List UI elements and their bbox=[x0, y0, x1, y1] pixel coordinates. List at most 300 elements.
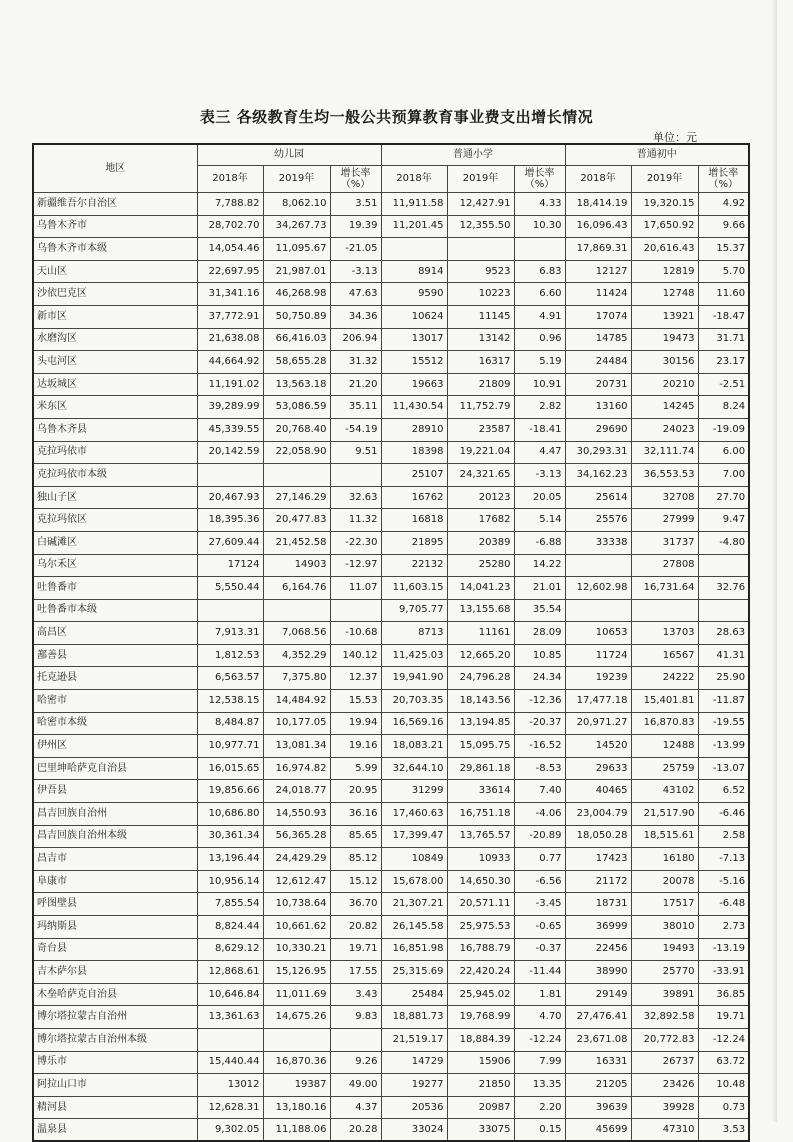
region-cell: 吐鲁番市 bbox=[33, 577, 197, 600]
value-cell: 16,751.18 bbox=[447, 803, 514, 826]
year-2018-header: 2018年 bbox=[381, 166, 447, 193]
value-cell: 30156 bbox=[631, 351, 698, 374]
value-cell: 10,330.21 bbox=[263, 938, 330, 961]
value-cell: 9.51 bbox=[330, 441, 381, 464]
value-cell: 22132 bbox=[381, 554, 447, 577]
value-cell: 7,788.82 bbox=[197, 193, 263, 216]
value-cell: 5.70 bbox=[698, 260, 749, 283]
value-cell: -16.52 bbox=[514, 735, 565, 758]
value-cell: 12127 bbox=[565, 260, 631, 283]
value-cell: 21809 bbox=[447, 373, 514, 396]
value-cell: 19.94 bbox=[330, 712, 381, 735]
value-cell: 11,011.69 bbox=[263, 983, 330, 1006]
growth-rate-header: 增长率（%） bbox=[514, 166, 565, 193]
value-cell: 10,738.64 bbox=[263, 893, 330, 916]
value-cell: 24,018.77 bbox=[263, 780, 330, 803]
region-cell: 乌鲁木齐市本级 bbox=[33, 238, 197, 261]
value-cell: 32,111.74 bbox=[631, 441, 698, 464]
value-cell: 19,320.15 bbox=[631, 193, 698, 216]
value-cell: 14.22 bbox=[514, 554, 565, 577]
value-cell: -7.13 bbox=[698, 848, 749, 871]
region-cell: 白碱滩区 bbox=[33, 531, 197, 554]
value-cell: 27808 bbox=[631, 554, 698, 577]
value-cell: -3.45 bbox=[514, 893, 565, 916]
growth-rate-header: 增长率（%） bbox=[698, 166, 749, 193]
value-cell: 19,221.04 bbox=[447, 441, 514, 464]
value-cell: 21.20 bbox=[330, 373, 381, 396]
value-cell: 33338 bbox=[565, 531, 631, 554]
value-cell: 20731 bbox=[565, 373, 631, 396]
value-cell: 20,467.93 bbox=[197, 486, 263, 509]
value-cell: 20987 bbox=[447, 1096, 514, 1119]
value-cell: 10,177.05 bbox=[263, 712, 330, 735]
value-cell: 14903 bbox=[263, 554, 330, 577]
table-row bbox=[33, 464, 749, 487]
value-cell: 7,913.31 bbox=[197, 622, 263, 645]
value-cell: -13.99 bbox=[698, 735, 749, 758]
value-cell: 21850 bbox=[447, 1074, 514, 1097]
value-cell: 26,145.58 bbox=[381, 916, 447, 939]
value-cell: 20.82 bbox=[330, 916, 381, 939]
value-cell: 58,655.28 bbox=[263, 351, 330, 374]
value-cell: 53,086.59 bbox=[263, 396, 330, 419]
region-cell: 托克逊县 bbox=[33, 667, 197, 690]
value-cell: 19.16 bbox=[330, 735, 381, 758]
table-row bbox=[33, 509, 749, 532]
value-cell: 13,194.85 bbox=[447, 712, 514, 735]
value-cell: 18,515.61 bbox=[631, 825, 698, 848]
value-cell: 3.43 bbox=[330, 983, 381, 1006]
region-cell: 克拉玛依市 bbox=[33, 441, 197, 464]
value-cell: 30,361.34 bbox=[197, 825, 263, 848]
table-title: 表三 各级教育生均一般公共预算教育事业费支出增长情况 bbox=[199, 108, 594, 126]
value-cell: 23.17 bbox=[698, 351, 749, 374]
region-cell: 乌鲁木齐县 bbox=[33, 418, 197, 441]
value-cell: -11.44 bbox=[514, 961, 565, 984]
value-cell: 7,375.80 bbox=[263, 667, 330, 690]
value-cell: 4.37 bbox=[330, 1096, 381, 1119]
region-cell: 头屯河区 bbox=[33, 351, 197, 374]
value-cell: 9590 bbox=[381, 283, 447, 306]
table-row bbox=[33, 780, 749, 803]
value-cell: 14520 bbox=[565, 735, 631, 758]
value-cell: -13.07 bbox=[698, 757, 749, 780]
value-cell: 4.92 bbox=[698, 193, 749, 216]
table-row bbox=[33, 599, 749, 622]
value-cell: 2.82 bbox=[514, 396, 565, 419]
value-cell: 1.81 bbox=[514, 983, 565, 1006]
value-cell: 7.40 bbox=[514, 780, 565, 803]
value-cell: -12.36 bbox=[514, 690, 565, 713]
value-cell: 5.19 bbox=[514, 351, 565, 374]
region-cell: 沙依巴克区 bbox=[33, 283, 197, 306]
value-cell: 11145 bbox=[447, 305, 514, 328]
value-cell: 9.26 bbox=[330, 1051, 381, 1074]
value-cell: 11724 bbox=[565, 644, 631, 667]
region-cell: 克拉玛依区 bbox=[33, 509, 197, 532]
value-cell: 14,675.26 bbox=[263, 1006, 330, 1029]
value-cell: 6.52 bbox=[698, 780, 749, 803]
region-header: 地区 bbox=[33, 144, 197, 193]
value-cell: 13142 bbox=[447, 328, 514, 351]
value-cell: 33075 bbox=[447, 1119, 514, 1142]
year-2018-header: 2018年 bbox=[197, 166, 263, 193]
value-cell: 24023 bbox=[631, 418, 698, 441]
value-cell: 12,355.50 bbox=[447, 215, 514, 238]
value-cell: 17074 bbox=[565, 305, 631, 328]
value-cell: 31,341.16 bbox=[197, 283, 263, 306]
value-cell: 18,050.28 bbox=[565, 825, 631, 848]
value-cell: 10.85 bbox=[514, 644, 565, 667]
value-cell: 19239 bbox=[565, 667, 631, 690]
value-cell: 16317 bbox=[447, 351, 514, 374]
table-row bbox=[33, 803, 749, 826]
table-row bbox=[33, 373, 749, 396]
value-cell: 56,365.28 bbox=[263, 825, 330, 848]
value-cell: 25576 bbox=[565, 509, 631, 532]
value-cell: 18731 bbox=[565, 893, 631, 916]
table-row bbox=[33, 848, 749, 871]
value-cell: 24,796.28 bbox=[447, 667, 514, 690]
value-cell: 13,081.34 bbox=[263, 735, 330, 758]
value-cell: 9.66 bbox=[698, 215, 749, 238]
value-cell: 25484 bbox=[381, 983, 447, 1006]
value-cell: 15512 bbox=[381, 351, 447, 374]
table-row bbox=[33, 531, 749, 554]
value-cell: 24484 bbox=[565, 351, 631, 374]
table-row bbox=[33, 916, 749, 939]
value-cell: 8,824.44 bbox=[197, 916, 263, 939]
table-row bbox=[33, 1006, 749, 1029]
value-cell: 3.53 bbox=[698, 1119, 749, 1142]
value-cell: 29633 bbox=[565, 757, 631, 780]
value-cell: 13,180.16 bbox=[263, 1096, 330, 1119]
value-cell: 36999 bbox=[565, 916, 631, 939]
value-cell: 10849 bbox=[381, 848, 447, 871]
value-cell: 32.63 bbox=[330, 486, 381, 509]
value-cell: 17,650.92 bbox=[631, 215, 698, 238]
value-cell: 23587 bbox=[447, 418, 514, 441]
value-cell: 10,646.84 bbox=[197, 983, 263, 1006]
value-cell bbox=[197, 599, 263, 622]
value-cell: 17682 bbox=[447, 509, 514, 532]
unit-label: 单位：元 bbox=[653, 131, 697, 144]
value-cell: 15.53 bbox=[330, 690, 381, 713]
value-cell: 8.24 bbox=[698, 396, 749, 419]
value-cell: 37,772.91 bbox=[197, 305, 263, 328]
value-cell: 16,870.83 bbox=[631, 712, 698, 735]
value-cell: 12,628.31 bbox=[197, 1096, 263, 1119]
region-cell: 伊吾县 bbox=[33, 780, 197, 803]
value-cell bbox=[263, 464, 330, 487]
value-cell: 29,861.18 bbox=[447, 757, 514, 780]
table-row bbox=[33, 644, 749, 667]
table-row bbox=[33, 486, 749, 509]
value-cell: 12,427.91 bbox=[447, 193, 514, 216]
region-cell: 阿拉山口市 bbox=[33, 1074, 197, 1097]
value-cell: 85.65 bbox=[330, 825, 381, 848]
table-row bbox=[33, 1074, 749, 1097]
value-cell: 39639 bbox=[565, 1096, 631, 1119]
value-cell: 17,460.63 bbox=[381, 803, 447, 826]
value-cell: -12.24 bbox=[514, 1028, 565, 1051]
value-cell: 15.12 bbox=[330, 870, 381, 893]
kindergarten-header: 幼儿园 bbox=[197, 144, 381, 166]
region-cell: 阜康市 bbox=[33, 870, 197, 893]
value-cell: -0.65 bbox=[514, 916, 565, 939]
table-row bbox=[33, 396, 749, 419]
value-cell: -54.19 bbox=[330, 418, 381, 441]
value-cell bbox=[381, 238, 447, 261]
value-cell: 20,142.59 bbox=[197, 441, 263, 464]
value-cell: 4.33 bbox=[514, 193, 565, 216]
value-cell: 17517 bbox=[631, 893, 698, 916]
region-cell: 天山区 bbox=[33, 260, 197, 283]
value-cell: 31299 bbox=[381, 780, 447, 803]
value-cell: 4,352.29 bbox=[263, 644, 330, 667]
value-cell: 20389 bbox=[447, 531, 514, 554]
value-cell: 17,869.31 bbox=[565, 238, 631, 261]
table-row bbox=[33, 938, 749, 961]
value-cell: 14,054.46 bbox=[197, 238, 263, 261]
value-cell: 47.63 bbox=[330, 283, 381, 306]
value-cell: 15,401.81 bbox=[631, 690, 698, 713]
value-cell: 8,484.87 bbox=[197, 712, 263, 735]
table-row bbox=[33, 351, 749, 374]
region-cell: 呼图壁县 bbox=[33, 893, 197, 916]
value-cell: 33614 bbox=[447, 780, 514, 803]
value-cell: 5.99 bbox=[330, 757, 381, 780]
value-cell: 206.94 bbox=[330, 328, 381, 351]
value-cell: 19277 bbox=[381, 1074, 447, 1097]
value-cell: 36,553.53 bbox=[631, 464, 698, 487]
value-cell: 28.63 bbox=[698, 622, 749, 645]
value-cell: 20,477.83 bbox=[263, 509, 330, 532]
value-cell: 2.20 bbox=[514, 1096, 565, 1119]
value-cell: -19.09 bbox=[698, 418, 749, 441]
value-cell: 18,395.36 bbox=[197, 509, 263, 532]
value-cell: 10.48 bbox=[698, 1074, 749, 1097]
value-cell: 34,267.73 bbox=[263, 215, 330, 238]
table-row bbox=[33, 735, 749, 758]
year-2019-header: 2019年 bbox=[263, 166, 330, 193]
value-cell: 8914 bbox=[381, 260, 447, 283]
value-cell: 13160 bbox=[565, 396, 631, 419]
page-edge-shadow bbox=[771, 0, 777, 1122]
value-cell: 21,517.90 bbox=[631, 803, 698, 826]
value-cell bbox=[447, 238, 514, 261]
expenditure-table bbox=[32, 143, 750, 1142]
value-cell: 10653 bbox=[565, 622, 631, 645]
value-cell: 21,519.17 bbox=[381, 1028, 447, 1051]
value-cell: -22.30 bbox=[330, 531, 381, 554]
value-cell: 19,856.66 bbox=[197, 780, 263, 803]
value-cell: 43102 bbox=[631, 780, 698, 803]
value-cell: 34.36 bbox=[330, 305, 381, 328]
region-cell: 温泉县 bbox=[33, 1119, 197, 1142]
value-cell: -6.48 bbox=[698, 893, 749, 916]
value-cell: 31.71 bbox=[698, 328, 749, 351]
value-cell: 11424 bbox=[565, 283, 631, 306]
value-cell: 45699 bbox=[565, 1119, 631, 1142]
value-cell: 13703 bbox=[631, 622, 698, 645]
table-row bbox=[33, 870, 749, 893]
value-cell: 10933 bbox=[447, 848, 514, 871]
region-cell: 伊州区 bbox=[33, 735, 197, 758]
value-cell: -0.37 bbox=[514, 938, 565, 961]
value-cell: 6.60 bbox=[514, 283, 565, 306]
value-cell: 10,956.14 bbox=[197, 870, 263, 893]
value-cell: 46,268.98 bbox=[263, 283, 330, 306]
value-cell: 63.72 bbox=[698, 1051, 749, 1074]
table-row bbox=[33, 215, 749, 238]
value-cell: 13921 bbox=[631, 305, 698, 328]
value-cell: 4.91 bbox=[514, 305, 565, 328]
value-cell: -5.16 bbox=[698, 870, 749, 893]
value-cell: 18,414.19 bbox=[565, 193, 631, 216]
value-cell: 40465 bbox=[565, 780, 631, 803]
value-cell: 6,164.76 bbox=[263, 577, 330, 600]
region-cell: 高昌区 bbox=[33, 622, 197, 645]
value-cell: 31.32 bbox=[330, 351, 381, 374]
value-cell: 10.30 bbox=[514, 215, 565, 238]
value-cell: 140.12 bbox=[330, 644, 381, 667]
value-cell: 16,569.16 bbox=[381, 712, 447, 735]
value-cell: -13.19 bbox=[698, 938, 749, 961]
value-cell: 20,616.43 bbox=[631, 238, 698, 261]
value-cell: 19.71 bbox=[698, 1006, 749, 1029]
value-cell: 12,602.98 bbox=[565, 577, 631, 600]
table-row bbox=[33, 893, 749, 916]
value-cell: 7.99 bbox=[514, 1051, 565, 1074]
value-cell: 41.31 bbox=[698, 644, 749, 667]
value-cell: 50,750.89 bbox=[263, 305, 330, 328]
value-cell: 25.90 bbox=[698, 667, 749, 690]
value-cell: -6.56 bbox=[514, 870, 565, 893]
value-cell: 18,083.21 bbox=[381, 735, 447, 758]
value-cell: 19387 bbox=[263, 1074, 330, 1097]
region-cell: 哈密市本级 bbox=[33, 712, 197, 735]
value-cell: -19.55 bbox=[698, 712, 749, 735]
value-cell: 27.70 bbox=[698, 486, 749, 509]
value-cell: 23426 bbox=[631, 1074, 698, 1097]
value-cell: 12,538.15 bbox=[197, 690, 263, 713]
region-cell: 昌吉市 bbox=[33, 848, 197, 871]
value-cell: 2.58 bbox=[698, 825, 749, 848]
region-cell: 博乐市 bbox=[33, 1051, 197, 1074]
table-row bbox=[33, 305, 749, 328]
year-2019-header: 2019年 bbox=[447, 166, 514, 193]
value-cell: 8,629.12 bbox=[197, 938, 263, 961]
value-cell: 28910 bbox=[381, 418, 447, 441]
value-cell: 11,201.45 bbox=[381, 215, 447, 238]
region-cell: 木垒哈萨克自治县 bbox=[33, 983, 197, 1006]
value-cell: 14,484.92 bbox=[263, 690, 330, 713]
value-cell: 10.91 bbox=[514, 373, 565, 396]
value-cell: 21,987.01 bbox=[263, 260, 330, 283]
table-row bbox=[33, 757, 749, 780]
value-cell: 27,609.44 bbox=[197, 531, 263, 554]
value-cell: 29149 bbox=[565, 983, 631, 1006]
value-cell: 4.47 bbox=[514, 441, 565, 464]
primary-school-header: 普通小学 bbox=[381, 144, 565, 166]
region-cell: 昌吉回族自治州本级 bbox=[33, 825, 197, 848]
value-cell: 5.14 bbox=[514, 509, 565, 532]
value-cell bbox=[565, 599, 631, 622]
value-cell: 19493 bbox=[631, 938, 698, 961]
region-cell: 奇台县 bbox=[33, 938, 197, 961]
value-cell: 16331 bbox=[565, 1051, 631, 1074]
value-cell: 20078 bbox=[631, 870, 698, 893]
value-cell: 25,945.02 bbox=[447, 983, 514, 1006]
value-cell: -12.97 bbox=[330, 554, 381, 577]
value-cell: 20,571.11 bbox=[447, 893, 514, 916]
value-cell: -3.13 bbox=[330, 260, 381, 283]
value-cell: 11,425.03 bbox=[381, 644, 447, 667]
value-cell: 31737 bbox=[631, 531, 698, 554]
value-cell: 22,420.24 bbox=[447, 961, 514, 984]
value-cell: 16,015.65 bbox=[197, 757, 263, 780]
value-cell: 14,041.23 bbox=[447, 577, 514, 600]
value-cell: 11,188.06 bbox=[263, 1119, 330, 1142]
value-cell: 27999 bbox=[631, 509, 698, 532]
value-cell: 14,550.93 bbox=[263, 803, 330, 826]
table-row bbox=[33, 961, 749, 984]
value-cell: 20,971.27 bbox=[565, 712, 631, 735]
table-row bbox=[33, 667, 749, 690]
value-cell: 16,870.36 bbox=[263, 1051, 330, 1074]
value-cell: 7,068.56 bbox=[263, 622, 330, 645]
value-cell: 20536 bbox=[381, 1096, 447, 1119]
table-row bbox=[33, 441, 749, 464]
value-cell: 16,096.43 bbox=[565, 215, 631, 238]
value-cell: 22,058.90 bbox=[263, 441, 330, 464]
junior-middle-header: 普通初中 bbox=[565, 144, 749, 166]
value-cell: 16,731.64 bbox=[631, 577, 698, 600]
value-cell: 15,095.75 bbox=[447, 735, 514, 758]
value-cell: -18.41 bbox=[514, 418, 565, 441]
value-cell: 19473 bbox=[631, 328, 698, 351]
value-cell: 17.55 bbox=[330, 961, 381, 984]
region-cell: 乌鲁木齐市 bbox=[33, 215, 197, 238]
value-cell: 19.71 bbox=[330, 938, 381, 961]
value-cell: 8,062.10 bbox=[263, 193, 330, 216]
value-cell: -2.51 bbox=[698, 373, 749, 396]
value-cell: 11,603.15 bbox=[381, 577, 447, 600]
value-cell: 49.00 bbox=[330, 1074, 381, 1097]
value-cell: -11.87 bbox=[698, 690, 749, 713]
value-cell: 4.70 bbox=[514, 1006, 565, 1029]
region-cell: 新市区 bbox=[33, 305, 197, 328]
value-cell: 11,430.54 bbox=[381, 396, 447, 419]
value-cell: 18,884.39 bbox=[447, 1028, 514, 1051]
value-cell: 28.09 bbox=[514, 622, 565, 645]
value-cell: 16180 bbox=[631, 848, 698, 871]
value-cell: 21,452.58 bbox=[263, 531, 330, 554]
value-cell: 38010 bbox=[631, 916, 698, 939]
value-cell: 10,686.80 bbox=[197, 803, 263, 826]
value-cell: 13,563.18 bbox=[263, 373, 330, 396]
value-cell: 15.37 bbox=[698, 238, 749, 261]
value-cell bbox=[330, 1028, 381, 1051]
value-cell: 9,302.05 bbox=[197, 1119, 263, 1142]
value-cell: 16567 bbox=[631, 644, 698, 667]
value-cell: 15906 bbox=[447, 1051, 514, 1074]
value-cell: 16,788.79 bbox=[447, 938, 514, 961]
value-cell: 24,429.29 bbox=[263, 848, 330, 871]
region-cell: 独山子区 bbox=[33, 486, 197, 509]
value-cell: 23,671.08 bbox=[565, 1028, 631, 1051]
